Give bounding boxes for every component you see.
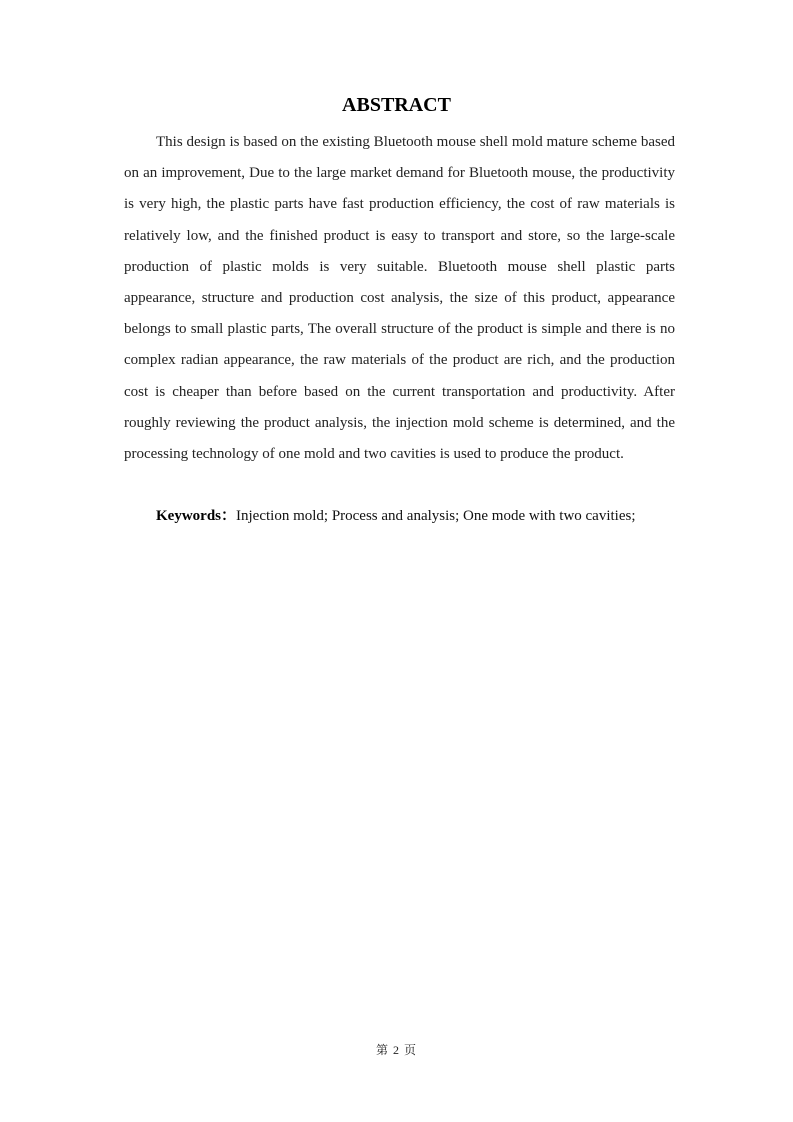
keywords-text: Injection mold; Process and analysis; One mode with two cavities; [236, 508, 636, 524]
abstract-paragraph: This design is based on the existing Bluetooth mouse shell mold mature scheme based on an improvement, Due to the large market demand for Bluetooth mouse, the productivity is very high, the plastic parts have fast production efficiency, the cost of raw materials is relatively low, and the finished product is easy to transport and store, so the large-scale production of plastic molds is very suitable. Bluetooth mouse shell plastic parts appearance, structure and production cost analysis, the size of this product, appearance belongs to small plastic parts, The overall structure of the product is simple and there is no complex radian appearance, the raw materials of the product are rich, and the production cost is cheaper than before based on the current transportation and productivity. After roughly reviewing the product analysis, the injection mold scheme is determined, and the processing technology of one mold and two cavities is used to produce the product. [124, 134, 675, 463]
page-number-footer: 第 2 页 [375, 1043, 417, 1057]
keywords-label: Keywords： [156, 508, 236, 524]
abstract-title: ABSTRACT [342, 94, 451, 116]
keywords-line [156, 503, 686, 529]
